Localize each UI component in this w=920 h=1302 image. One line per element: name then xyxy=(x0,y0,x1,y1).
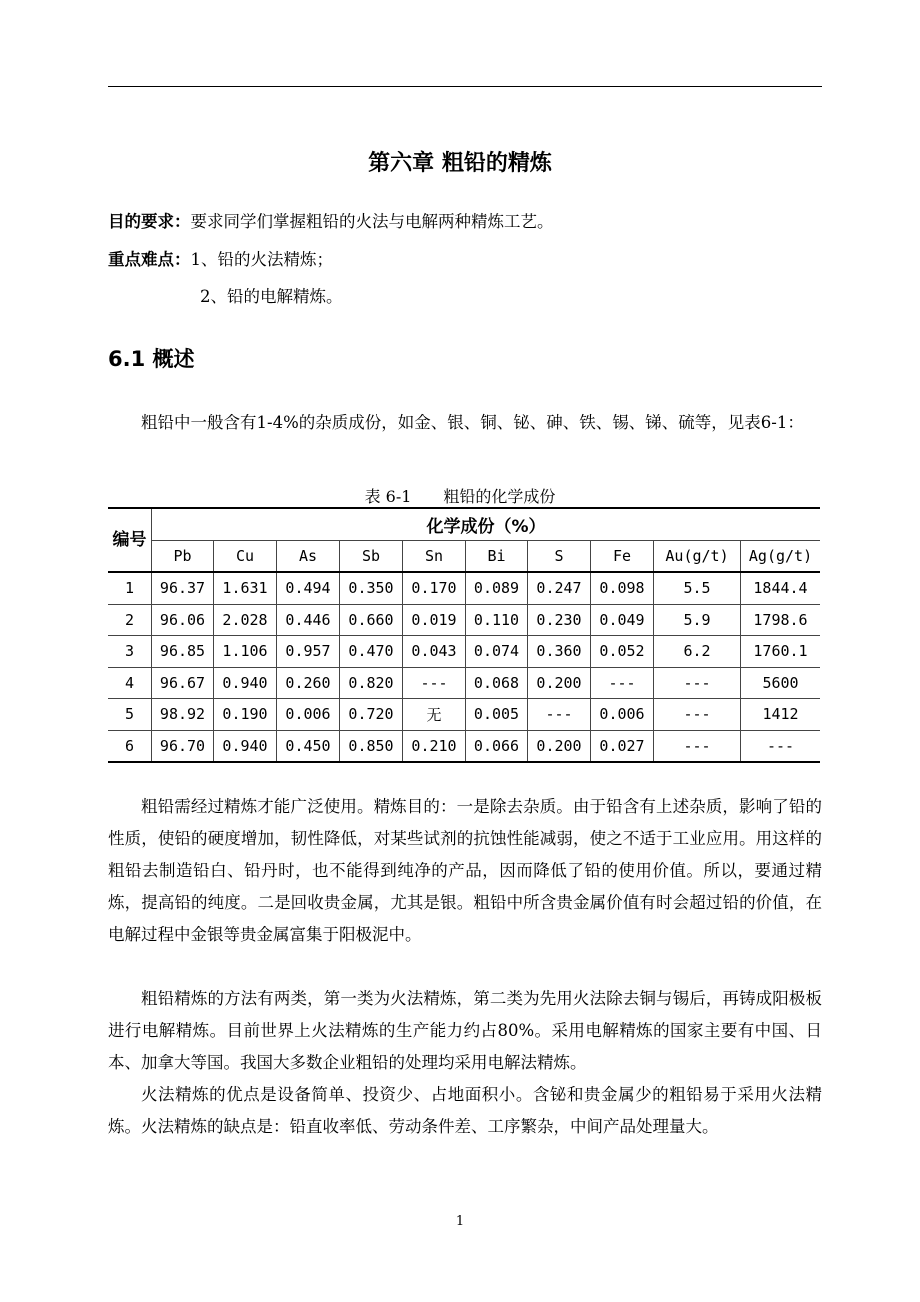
table-cell: 0.446 xyxy=(277,604,340,636)
table-cell: 0.350 xyxy=(340,572,403,604)
keypoint-item: 2、铅的电解精炼。 xyxy=(200,287,343,306)
table-cell: 2.028 xyxy=(214,604,277,636)
table-cell: 1412 xyxy=(741,699,821,731)
table-cell: 96.85 xyxy=(152,636,214,668)
table-cell: 0.494 xyxy=(277,572,340,604)
table-cell: --- xyxy=(591,667,654,699)
table-cell: 0.820 xyxy=(340,667,403,699)
table-cell: 0.074 xyxy=(466,636,528,668)
table-cell: 0.043 xyxy=(403,636,466,668)
table-cell: 6.2 xyxy=(654,636,741,668)
column-header: Cu xyxy=(214,540,277,572)
table-cell: 1.631 xyxy=(214,572,277,604)
table-cell: 0.850 xyxy=(340,730,403,762)
chapter-title: 第六章 粗铅的精炼 xyxy=(368,151,552,176)
keypoints-label: 重点难点： xyxy=(108,250,191,269)
table-cell: 0.940 xyxy=(214,730,277,762)
table-cell: 96.67 xyxy=(152,667,214,699)
table-cell: 5 xyxy=(108,699,152,731)
table-cell: 3 xyxy=(108,636,152,668)
objective-label: 目的要求： xyxy=(108,212,191,231)
column-header: Sn xyxy=(403,540,466,572)
table-cell: 0.210 xyxy=(403,730,466,762)
table-cell: 0.940 xyxy=(214,667,277,699)
table-cell: 0.098 xyxy=(591,572,654,604)
table-cell: 1798.6 xyxy=(741,604,821,636)
table-cell: 4 xyxy=(108,667,152,699)
page-number: 1 xyxy=(455,1214,465,1229)
table-cell: 0.052 xyxy=(591,636,654,668)
table-cell: 1 xyxy=(108,572,152,604)
table-cell: 5600 xyxy=(741,667,821,699)
objective-text: 要求同学们掌握粗铅的火法与电解两种精炼工艺。 xyxy=(190,212,554,231)
table-cell: 0.006 xyxy=(277,699,340,731)
objective-line xyxy=(108,208,554,232)
group-header: 化学成份（%） xyxy=(152,508,821,540)
table-row xyxy=(108,730,820,762)
table-cell: 0.027 xyxy=(591,730,654,762)
column-header: As xyxy=(277,540,340,572)
table-cell: 96.37 xyxy=(152,572,214,604)
table-cell: 0.470 xyxy=(340,636,403,668)
body-paragraph: 火法精炼的优点是设备简单、投资少、占地面积小。含铋和贵金属少的粗铅易于采用火法精炼。火法精炼的缺点是：铅直收率低、劳动条件差、工序繁杂，中间产品处理量大。 xyxy=(108,1085,822,1136)
table-caption: 表 6-1 粗铅的化学成份 xyxy=(364,487,556,506)
table-cell: 0.049 xyxy=(591,604,654,636)
table-cell: --- xyxy=(654,730,741,762)
id-header: 编号 xyxy=(108,508,152,572)
keypoint-item: 1、铅的火法精炼； xyxy=(190,250,333,269)
table-cell: 1760.1 xyxy=(741,636,821,668)
body-paragraph: 粗铅需经过精炼才能广泛使用。精炼目的：一是除去杂质。由于铅含有上述杂质，影响了铅的性质，使铅的硬度增加，韧性降低，对某些试剂的抗蚀性能减弱，使之不适于工业应用。用这样的粗铅去制造铅白、铅丹时，也不能得到纯净的产品，因而降低了铅的使用价值。所以，要通过精炼，提高铅的纯度。二是回收贵金属，尤其是银。粗铅中所含贵金属价值有时会超过铅的价值，在电解过程中金银等贵金属富集于阳极泥中。 xyxy=(108,797,822,944)
table-cell: 96.06 xyxy=(152,604,214,636)
header-rule xyxy=(108,86,822,87)
table-cell: 1844.4 xyxy=(741,572,821,604)
table-cell: 0.006 xyxy=(591,699,654,731)
body-paragraph: 粗铅精炼的方法有两类，第一类为火法精炼，第二类为先用火法除去铜与锡后，再铸成阳极板进行电解精炼。目前世界上火法精炼的生产能力约占80%。采用电解精炼的国家主要有中国、日本、加拿大等国。我国大多数企业粗铅的处理均采用电解法精炼。 xyxy=(108,989,822,1072)
table-cell: 0.260 xyxy=(277,667,340,699)
table-row xyxy=(108,572,820,604)
table-cell: 0.957 xyxy=(277,636,340,668)
table-cell: 0.019 xyxy=(403,604,466,636)
table-row xyxy=(108,667,820,699)
table-cell: 0.360 xyxy=(528,636,591,668)
table-cell: 5.9 xyxy=(654,604,741,636)
table-cell: 0.005 xyxy=(466,699,528,731)
column-header: Ag(g/t) xyxy=(741,540,821,572)
column-header: Sb xyxy=(340,540,403,572)
table-cell: 0.066 xyxy=(466,730,528,762)
column-header: Pb xyxy=(152,540,214,572)
table-cell: 0.170 xyxy=(403,572,466,604)
table-cell: 5.5 xyxy=(654,572,741,604)
table-row xyxy=(108,699,820,731)
table-cell: 0.190 xyxy=(214,699,277,731)
table-cell: 0.089 xyxy=(466,572,528,604)
table-cell: 0.200 xyxy=(528,730,591,762)
table-cell: 0.068 xyxy=(466,667,528,699)
table-cell: 0.200 xyxy=(528,667,591,699)
composition-table xyxy=(108,507,820,763)
table-cell: 0.247 xyxy=(528,572,591,604)
table-cell: --- xyxy=(654,699,741,731)
column-header: Bi xyxy=(466,540,528,572)
table-cell: --- xyxy=(403,667,466,699)
table-cell: 96.70 xyxy=(152,730,214,762)
table-cell: 0.450 xyxy=(277,730,340,762)
table-cell: 1.106 xyxy=(214,636,277,668)
keypoints-line xyxy=(108,246,333,270)
column-header: S xyxy=(528,540,591,572)
table-cell: --- xyxy=(654,667,741,699)
column-header: Fe xyxy=(591,540,654,572)
section-heading: 6.1 概述 xyxy=(108,347,195,371)
table-cell: 2 xyxy=(108,604,152,636)
column-header: Au(g/t) xyxy=(654,540,741,572)
table-cell: 6 xyxy=(108,730,152,762)
table-cell: 0.110 xyxy=(466,604,528,636)
table-cell: 无 xyxy=(403,699,466,731)
table-row xyxy=(108,636,820,668)
table-cell: 98.92 xyxy=(152,699,214,731)
intro-paragraph: 粗铅中一般含有1-4%的杂质成份，如金、银、铜、铋、砷、铁、锡、锑、硫等，见表6-1： xyxy=(141,413,804,432)
table-cell: 0.230 xyxy=(528,604,591,636)
table-cell: --- xyxy=(741,730,821,762)
table-row xyxy=(108,604,820,636)
table-cell: --- xyxy=(528,699,591,731)
table-cell: 0.660 xyxy=(340,604,403,636)
table-cell: 0.720 xyxy=(340,699,403,731)
